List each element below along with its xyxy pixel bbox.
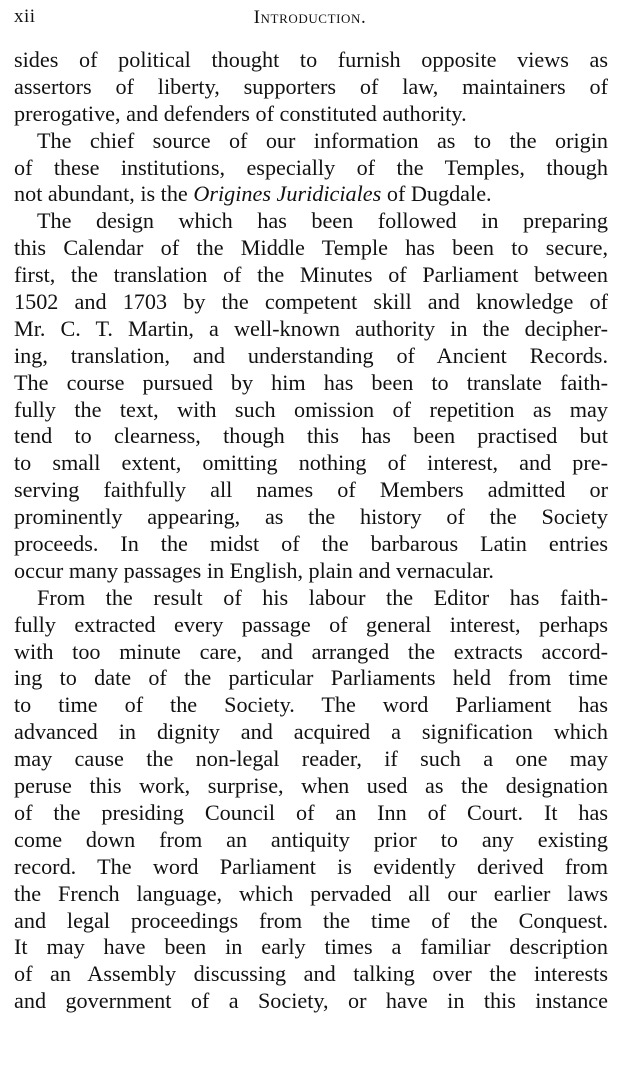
page-header (14, 6, 606, 36)
text-line: It may have been in early times a familiar description (14, 934, 608, 960)
text-line: prerogative, and defenders of constituted authority. (14, 100, 467, 126)
text-line: record. The word Parliament is evidently derived from (14, 853, 608, 879)
text-segment: not abundant, is the (14, 181, 194, 207)
text-line: occur many passages in English, plain and vernacular. (14, 557, 494, 583)
text-line: The course pursued by him has been to translate faith- (14, 369, 608, 395)
text-line: ing to date of the particular Parliaments held from time (14, 665, 608, 691)
text-line: to time of the Society. The word Parliament has (14, 692, 608, 718)
text-line: with too minute care, and arranged the extracts accord- (14, 638, 608, 664)
text-line: of an Assembly discussing and talking over the interests (14, 961, 608, 987)
text-line: 1502 and 1703 by the competent skill and knowledge of (14, 289, 608, 315)
text-line: first, the translation of the Minutes of Parliament between (14, 262, 608, 288)
text-line: From the result of his labour the Editor has faith- (37, 584, 608, 610)
text-line: The chief source of our information as to the origin (37, 127, 608, 153)
book-title-italic: Origines Juridiciales (193, 181, 382, 207)
text-line: fully extracted every passage of general interest, perhaps (14, 611, 608, 637)
text-line: fully the text, with such omission of repetition as may (14, 396, 608, 422)
text-line: to small extent, omitting nothing of interest, and pre- (14, 450, 608, 476)
text-line: sides of political thought to furnish opposite views as (14, 47, 608, 72)
text-line: Mr. C. T. Martin, a well-known authority in the decipher- (14, 315, 608, 341)
text-line: serving faithfully all names of Members admitted or (14, 477, 608, 503)
text-line: peruse this work, surprise, when used as the designation (14, 773, 608, 799)
text-line: the French language, which pervaded all our earlier laws (14, 880, 608, 906)
text-line: ing, translation, and understanding of Ancient Records. (14, 342, 608, 368)
body-text (14, 47, 608, 1015)
text-segment: of Dugdale. (381, 181, 492, 207)
text-line: prominently appearing, as the history of the Society (14, 504, 608, 530)
text-line: assertors of liberty, supporters of law, maintainers of (14, 73, 608, 99)
text-line: advanced in dignity and acquired a signification which (14, 719, 608, 745)
text-line (14, 181, 608, 208)
text-line: come down from an antiquity prior to any existing (14, 826, 608, 852)
running-head: Introduction. (253, 7, 367, 28)
page-number: xii (14, 6, 36, 27)
text-line: and government of a Society, or have in this instance (14, 988, 608, 1014)
text-line: and legal proceedings from the time of the Conquest. (14, 907, 608, 933)
text-line: The design which has been followed in preparing (37, 208, 608, 234)
text-line: proceeds. In the midst of the barbarous Latin entries (14, 531, 608, 557)
text-line: this Calendar of the Middle Temple has been to secure, (14, 235, 608, 261)
text-line: tend to clearness, though this has been practised but (14, 423, 608, 449)
text-line: may cause the non-legal reader, if such a one may (14, 746, 608, 772)
text-line: of these institutions, especially of the Temples, though (14, 154, 608, 180)
text-line: of the presiding Council of an Inn of Court. It has (14, 799, 608, 825)
